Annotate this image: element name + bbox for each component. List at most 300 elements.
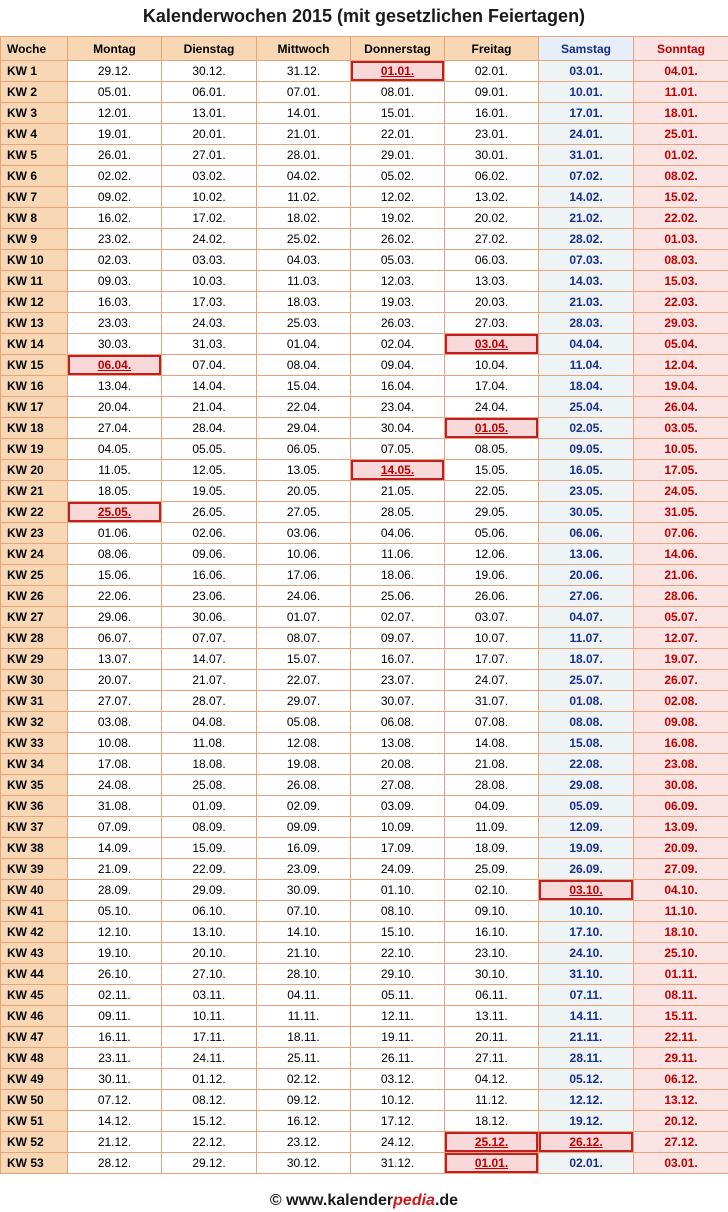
day-cell: 06.03. (445, 250, 539, 271)
saturday-cell: 25.07. (539, 670, 634, 691)
header-mittwoch: Mittwoch (257, 37, 351, 61)
day-cell: 08.01. (351, 82, 445, 103)
holiday-cell: 03.04. (445, 334, 539, 355)
day-cell: 29.06. (68, 607, 162, 628)
day-cell: 15.05. (445, 460, 539, 481)
table-row (1, 439, 728, 460)
saturday-cell: 28.11. (539, 1048, 634, 1069)
day-cell: 12.06. (445, 544, 539, 565)
day-cell: 03.12. (351, 1069, 445, 1090)
week-number: KW 25 (1, 565, 68, 586)
saturday-cell: 24.10. (539, 943, 634, 964)
day-cell: 09.01. (445, 82, 539, 103)
week-number: KW 30 (1, 670, 68, 691)
table-row (1, 1132, 728, 1153)
sunday-cell: 12.04. (634, 355, 728, 376)
day-cell: 29.04. (257, 418, 351, 439)
day-cell: 26.05. (162, 502, 257, 523)
header-samstag: Samstag (539, 37, 634, 61)
table-row (1, 754, 728, 775)
day-cell: 20.07. (68, 670, 162, 691)
sunday-cell: 31.05. (634, 502, 728, 523)
day-cell: 20.05. (257, 481, 351, 502)
day-cell: 02.03. (68, 250, 162, 271)
saturday-cell: 14.02. (539, 187, 634, 208)
table-row (1, 838, 728, 859)
table-row (1, 250, 728, 271)
table-row (1, 985, 728, 1006)
saturday-cell: 12.09. (539, 817, 634, 838)
table-row (1, 607, 728, 628)
week-number: KW 45 (1, 985, 68, 1006)
sunday-cell: 24.05. (634, 481, 728, 502)
table-row (1, 292, 728, 313)
day-cell: 30.11. (68, 1069, 162, 1090)
day-cell: 30.07. (351, 691, 445, 712)
day-cell: 22.12. (162, 1132, 257, 1153)
day-cell: 06.05. (257, 439, 351, 460)
table-row (1, 817, 728, 838)
sunday-cell: 22.03. (634, 292, 728, 313)
day-cell: 23.10. (445, 943, 539, 964)
saturday-cell: 02.01. (539, 1153, 634, 1174)
day-cell: 21.09. (68, 859, 162, 880)
day-cell: 01.12. (162, 1069, 257, 1090)
day-cell: 02.12. (257, 1069, 351, 1090)
week-number: KW 8 (1, 208, 68, 229)
day-cell: 04.12. (445, 1069, 539, 1090)
day-cell: 27.05. (257, 502, 351, 523)
table-row (1, 61, 728, 82)
day-cell: 24.04. (445, 397, 539, 418)
sunday-cell: 21.06. (634, 565, 728, 586)
saturday-cell: 14.03. (539, 271, 634, 292)
day-cell: 26.03. (351, 313, 445, 334)
sunday-cell: 09.08. (634, 712, 728, 733)
sunday-cell: 29.11. (634, 1048, 728, 1069)
day-cell: 12.10. (68, 922, 162, 943)
table-row (1, 1048, 728, 1069)
table-row (1, 859, 728, 880)
sunday-cell: 03.01. (634, 1153, 728, 1174)
day-cell: 13.08. (351, 733, 445, 754)
day-cell: 02.04. (351, 334, 445, 355)
day-cell: 15.04. (257, 376, 351, 397)
sunday-cell: 30.08. (634, 775, 728, 796)
sunday-cell: 19.07. (634, 649, 728, 670)
saturday-cell: 12.12. (539, 1090, 634, 1111)
day-cell: 18.03. (257, 292, 351, 313)
week-number: KW 42 (1, 922, 68, 943)
saturday-cell: 19.12. (539, 1111, 634, 1132)
table-row (1, 649, 728, 670)
sunday-cell: 27.09. (634, 859, 728, 880)
day-cell: 27.08. (351, 775, 445, 796)
day-cell: 24.11. (162, 1048, 257, 1069)
day-cell: 28.08. (445, 775, 539, 796)
table-row (1, 880, 728, 901)
table-row (1, 103, 728, 124)
day-cell: 17.12. (351, 1111, 445, 1132)
day-cell: 27.01. (162, 145, 257, 166)
sunday-cell: 22.02. (634, 208, 728, 229)
day-cell: 21.10. (257, 943, 351, 964)
day-cell: 10.09. (351, 817, 445, 838)
sunday-cell: 25.10. (634, 943, 728, 964)
week-number: KW 18 (1, 418, 68, 439)
day-cell: 23.03. (68, 313, 162, 334)
saturday-cell: 09.05. (539, 439, 634, 460)
header-woche: Woche (1, 37, 68, 61)
day-cell: 15.06. (68, 565, 162, 586)
day-cell: 16.06. (162, 565, 257, 586)
day-cell: 03.06. (257, 523, 351, 544)
day-cell: 13.04. (68, 376, 162, 397)
week-number: KW 49 (1, 1069, 68, 1090)
day-cell: 18.08. (162, 754, 257, 775)
saturday-cell: 13.06. (539, 544, 634, 565)
week-number: KW 11 (1, 271, 68, 292)
sunday-cell: 15.03. (634, 271, 728, 292)
day-cell: 14.01. (257, 103, 351, 124)
week-number: KW 16 (1, 376, 68, 397)
saturday-cell: 05.12. (539, 1069, 634, 1090)
day-cell: 26.02. (351, 229, 445, 250)
day-cell: 23.11. (68, 1048, 162, 1069)
day-cell: 21.12. (68, 1132, 162, 1153)
day-cell: 03.02. (162, 166, 257, 187)
day-cell: 28.10. (257, 964, 351, 985)
week-number: KW 4 (1, 124, 68, 145)
day-cell: 23.07. (351, 670, 445, 691)
week-number: KW 44 (1, 964, 68, 985)
day-cell: 05.11. (351, 985, 445, 1006)
day-cell: 04.02. (257, 166, 351, 187)
day-cell: 29.12. (162, 1153, 257, 1174)
day-cell: 20.10. (162, 943, 257, 964)
sunday-cell: 23.08. (634, 754, 728, 775)
week-number: KW 10 (1, 250, 68, 271)
week-number: KW 52 (1, 1132, 68, 1153)
header-freitag: Freitag (445, 37, 539, 61)
week-number: KW 41 (1, 901, 68, 922)
day-cell: 15.10. (351, 922, 445, 943)
sunday-cell: 06.12. (634, 1069, 728, 1090)
saturday-cell: 08.08. (539, 712, 634, 733)
day-cell: 26.08. (257, 775, 351, 796)
table-row (1, 733, 728, 754)
day-cell: 29.09. (162, 880, 257, 901)
saturday-cell: 07.11. (539, 985, 634, 1006)
day-cell: 07.10. (257, 901, 351, 922)
day-cell: 03.03. (162, 250, 257, 271)
day-cell: 04.03. (257, 250, 351, 271)
day-cell: 13.07. (68, 649, 162, 670)
saturday-cell: 21.02. (539, 208, 634, 229)
day-cell: 20.11. (445, 1027, 539, 1048)
table-row (1, 796, 728, 817)
day-cell: 25.03. (257, 313, 351, 334)
day-cell: 15.01. (351, 103, 445, 124)
day-cell: 29.12. (68, 61, 162, 82)
day-cell: 20.02. (445, 208, 539, 229)
day-cell: 02.07. (351, 607, 445, 628)
sunday-cell: 17.05. (634, 460, 728, 481)
week-number: KW 40 (1, 880, 68, 901)
day-cell: 31.03. (162, 334, 257, 355)
day-cell: 29.07. (257, 691, 351, 712)
week-number: KW 47 (1, 1027, 68, 1048)
day-cell: 30.12. (257, 1153, 351, 1174)
saturday-cell: 04.07. (539, 607, 634, 628)
day-cell: 28.07. (162, 691, 257, 712)
day-cell: 13.02. (445, 187, 539, 208)
week-number: KW 13 (1, 313, 68, 334)
day-cell: 27.03. (445, 313, 539, 334)
table-row (1, 1069, 728, 1090)
day-cell: 23.06. (162, 586, 257, 607)
week-number: KW 3 (1, 103, 68, 124)
day-cell: 31.12. (351, 1153, 445, 1174)
day-cell: 28.05. (351, 502, 445, 523)
holiday-cell: 26.12. (539, 1132, 634, 1153)
day-cell: 19.11. (351, 1027, 445, 1048)
day-cell: 25.09. (445, 859, 539, 880)
day-cell: 22.07. (257, 670, 351, 691)
table-row (1, 124, 728, 145)
day-cell: 03.11. (162, 985, 257, 1006)
day-cell: 22.09. (162, 859, 257, 880)
day-cell: 02.06. (162, 523, 257, 544)
week-number: KW 9 (1, 229, 68, 250)
day-cell: 05.05. (162, 439, 257, 460)
day-cell: 09.10. (445, 901, 539, 922)
day-cell: 18.02. (257, 208, 351, 229)
day-cell: 02.11. (68, 985, 162, 1006)
table-row (1, 481, 728, 502)
day-cell: 17.02. (162, 208, 257, 229)
day-cell: 12.01. (68, 103, 162, 124)
table-row (1, 775, 728, 796)
day-cell: 08.07. (257, 628, 351, 649)
holiday-cell: 25.12. (445, 1132, 539, 1153)
table-row (1, 418, 728, 439)
saturday-cell: 15.08. (539, 733, 634, 754)
sunday-cell: 05.07. (634, 607, 728, 628)
day-cell: 19.08. (257, 754, 351, 775)
table-row (1, 565, 728, 586)
saturday-cell: 20.06. (539, 565, 634, 586)
footer-suffix: .de (434, 1192, 459, 1209)
saturday-cell: 30.05. (539, 502, 634, 523)
day-cell: 08.04. (257, 355, 351, 376)
day-cell: 04.06. (351, 523, 445, 544)
sunday-cell: 01.02. (634, 145, 728, 166)
sunday-cell: 08.02. (634, 166, 728, 187)
week-number: KW 28 (1, 628, 68, 649)
table-row (1, 1111, 728, 1132)
saturday-cell: 03.01. (539, 61, 634, 82)
day-cell: 22.05. (445, 481, 539, 502)
day-cell: 03.07. (445, 607, 539, 628)
header-row (1, 37, 728, 61)
day-cell: 15.12. (162, 1111, 257, 1132)
day-cell: 13.01. (162, 103, 257, 124)
day-cell: 28.09. (68, 880, 162, 901)
saturday-cell: 22.08. (539, 754, 634, 775)
table-row (1, 1153, 728, 1174)
saturday-cell: 26.09. (539, 859, 634, 880)
holiday-cell: 01.01. (351, 61, 445, 82)
day-cell: 14.10. (257, 922, 351, 943)
table-row (1, 964, 728, 985)
day-cell: 14.09. (68, 838, 162, 859)
saturday-cell: 25.04. (539, 397, 634, 418)
week-number: KW 20 (1, 460, 68, 481)
day-cell: 16.01. (445, 103, 539, 124)
week-number: KW 12 (1, 292, 68, 313)
week-number: KW 22 (1, 502, 68, 523)
day-cell: 16.04. (351, 376, 445, 397)
sunday-cell: 01.03. (634, 229, 728, 250)
day-cell: 10.08. (68, 733, 162, 754)
day-cell: 24.09. (351, 859, 445, 880)
day-cell: 10.07. (445, 628, 539, 649)
day-cell: 14.04. (162, 376, 257, 397)
day-cell: 12.02. (351, 187, 445, 208)
table-row (1, 586, 728, 607)
day-cell: 24.08. (68, 775, 162, 796)
table-row (1, 712, 728, 733)
sunday-cell: 22.11. (634, 1027, 728, 1048)
week-number: KW 6 (1, 166, 68, 187)
sunday-cell: 12.07. (634, 628, 728, 649)
calendar-table (0, 36, 728, 1174)
sunday-cell: 04.10. (634, 880, 728, 901)
week-number: KW 32 (1, 712, 68, 733)
day-cell: 27.04. (68, 418, 162, 439)
day-cell: 07.09. (68, 817, 162, 838)
saturday-cell: 05.09. (539, 796, 634, 817)
table-row (1, 691, 728, 712)
saturday-cell: 31.01. (539, 145, 634, 166)
day-cell: 03.08. (68, 712, 162, 733)
day-cell: 27.02. (445, 229, 539, 250)
day-cell: 01.07. (257, 607, 351, 628)
footer-brand: pedia (393, 1192, 435, 1209)
day-cell: 19.10. (68, 943, 162, 964)
table-row (1, 187, 728, 208)
day-cell: 04.11. (257, 985, 351, 1006)
sunday-cell: 04.01. (634, 61, 728, 82)
day-cell: 17.03. (162, 292, 257, 313)
week-number: KW 7 (1, 187, 68, 208)
day-cell: 14.07. (162, 649, 257, 670)
day-cell: 22.01. (351, 124, 445, 145)
day-cell: 29.05. (445, 502, 539, 523)
table-row (1, 670, 728, 691)
day-cell: 20.03. (445, 292, 539, 313)
sunday-cell: 26.07. (634, 670, 728, 691)
sunday-cell: 18.01. (634, 103, 728, 124)
sunday-cell: 07.06. (634, 523, 728, 544)
week-number: KW 36 (1, 796, 68, 817)
day-cell: 05.10. (68, 901, 162, 922)
table-row (1, 313, 728, 334)
week-number: KW 24 (1, 544, 68, 565)
day-cell: 08.12. (162, 1090, 257, 1111)
sunday-cell: 15.11. (634, 1006, 728, 1027)
holiday-cell: 03.10. (539, 880, 634, 901)
table-row (1, 229, 728, 250)
day-cell: 31.07. (445, 691, 539, 712)
day-cell: 16.07. (351, 649, 445, 670)
saturday-cell: 10.01. (539, 82, 634, 103)
sunday-cell: 13.12. (634, 1090, 728, 1111)
week-number: KW 19 (1, 439, 68, 460)
day-cell: 16.10. (445, 922, 539, 943)
day-cell: 07.08. (445, 712, 539, 733)
sunday-cell: 14.06. (634, 544, 728, 565)
day-cell: 11.12. (445, 1090, 539, 1111)
saturday-cell: 28.03. (539, 313, 634, 334)
day-cell: 19.02. (351, 208, 445, 229)
day-cell: 08.06. (68, 544, 162, 565)
day-cell: 18.05. (68, 481, 162, 502)
day-cell: 30.04. (351, 418, 445, 439)
day-cell: 30.12. (162, 61, 257, 82)
sunday-cell: 15.02. (634, 187, 728, 208)
week-number: KW 21 (1, 481, 68, 502)
day-cell: 10.04. (445, 355, 539, 376)
day-cell: 26.11. (351, 1048, 445, 1069)
day-cell: 24.02. (162, 229, 257, 250)
day-cell: 23.01. (445, 124, 539, 145)
table-row (1, 145, 728, 166)
day-cell: 30.06. (162, 607, 257, 628)
day-cell: 17.09. (351, 838, 445, 859)
day-cell: 07.05. (351, 439, 445, 460)
saturday-cell: 07.02. (539, 166, 634, 187)
day-cell: 22.04. (257, 397, 351, 418)
saturday-cell: 18.07. (539, 649, 634, 670)
saturday-cell: 01.08. (539, 691, 634, 712)
saturday-cell: 21.03. (539, 292, 634, 313)
day-cell: 18.12. (445, 1111, 539, 1132)
day-cell: 12.11. (351, 1006, 445, 1027)
day-cell: 09.12. (257, 1090, 351, 1111)
saturday-cell: 27.06. (539, 586, 634, 607)
sunday-cell: 19.04. (634, 376, 728, 397)
saturday-cell: 17.01. (539, 103, 634, 124)
footer-copyright (0, 1189, 728, 1212)
week-number: KW 38 (1, 838, 68, 859)
saturday-cell: 28.02. (539, 229, 634, 250)
saturday-cell: 21.11. (539, 1027, 634, 1048)
day-cell: 06.02. (445, 166, 539, 187)
day-cell: 16.09. (257, 838, 351, 859)
week-number: KW 33 (1, 733, 68, 754)
week-number: KW 35 (1, 775, 68, 796)
sunday-cell: 18.10. (634, 922, 728, 943)
day-cell: 01.04. (257, 334, 351, 355)
saturday-cell: 04.04. (539, 334, 634, 355)
day-cell: 29.10. (351, 964, 445, 985)
day-cell: 09.04. (351, 355, 445, 376)
day-cell: 14.08. (445, 733, 539, 754)
table-row (1, 460, 728, 481)
saturday-cell: 24.01. (539, 124, 634, 145)
